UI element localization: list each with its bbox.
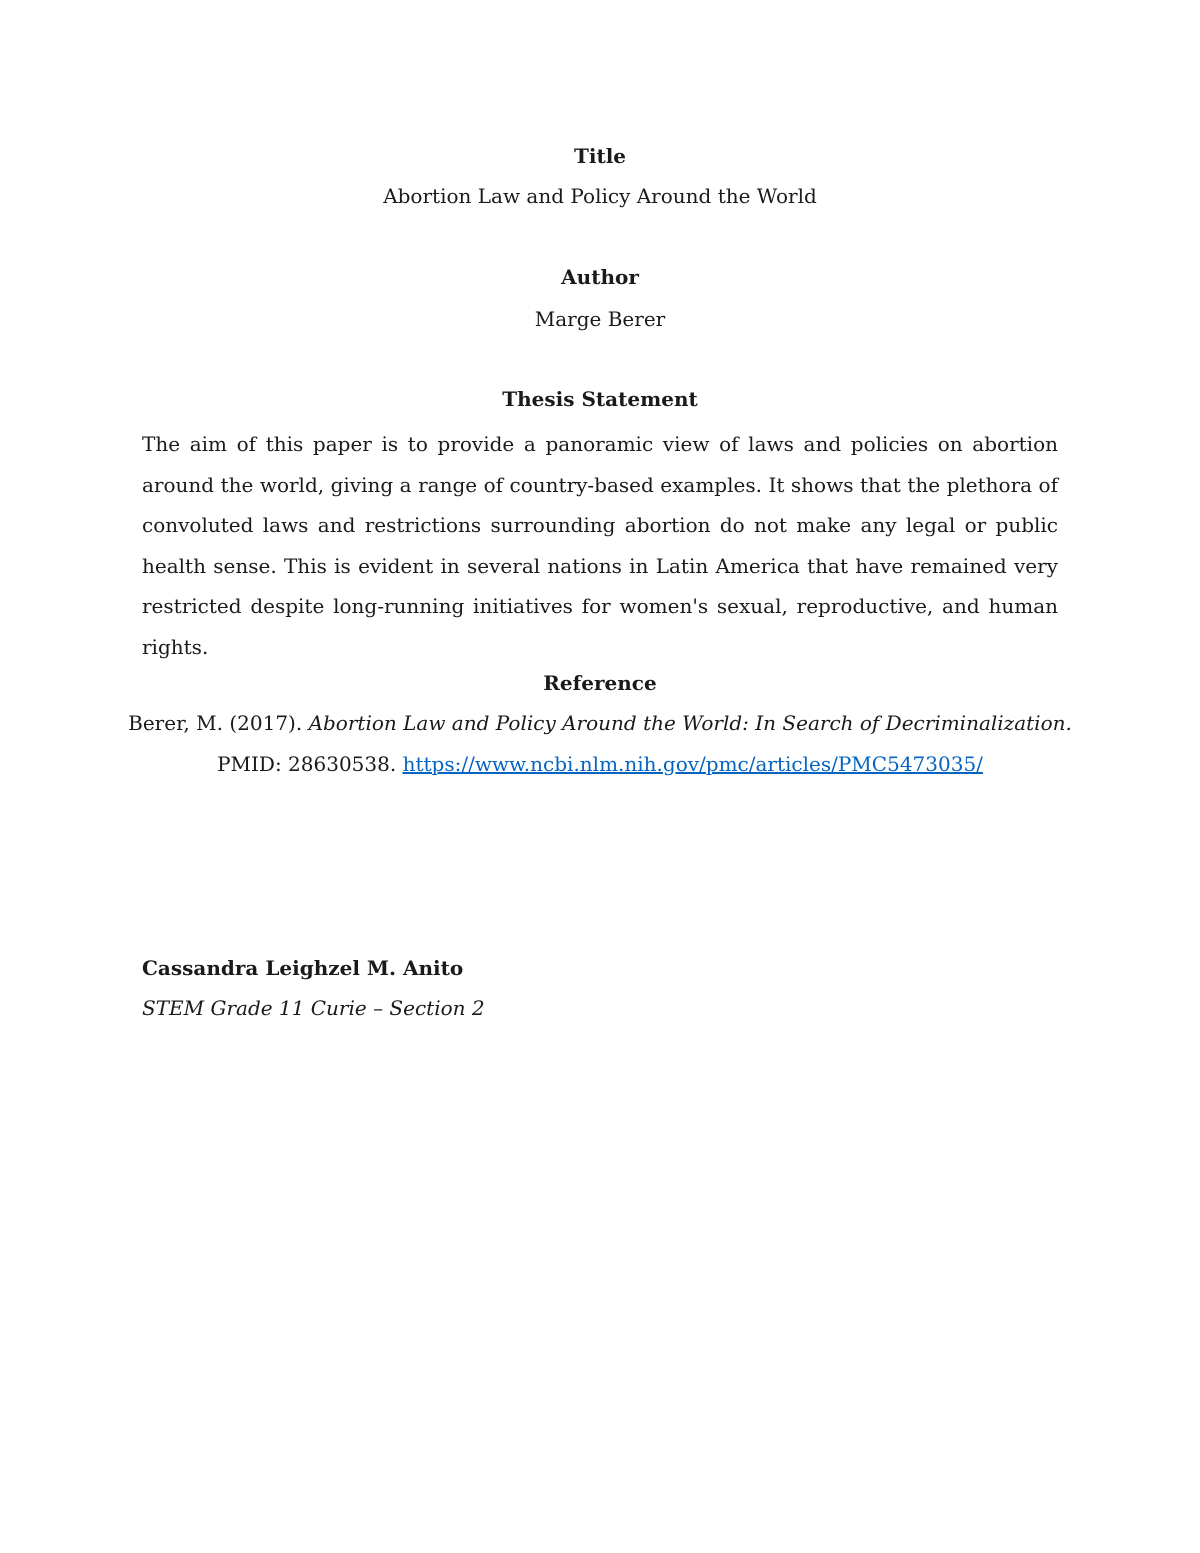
thesis-heading: Thesis Statement bbox=[502, 387, 698, 411]
citation-link[interactable]: https://www.ncbi.nlm.nih.gov/pmc/articles/PMC5473035/ bbox=[402, 752, 983, 776]
reference-source-line bbox=[0, 750, 1200, 778]
reference-heading: Reference bbox=[543, 671, 657, 695]
citation-author: Berer, M. (2017). bbox=[128, 711, 303, 735]
citation-title: Abortion Law and Policy Around the World: In Search of Decriminalization. bbox=[308, 711, 1072, 735]
student-section: STEM Grade 11 Curie – Section 2 bbox=[142, 996, 485, 1020]
author-heading: Author bbox=[561, 265, 639, 289]
title-heading: Title bbox=[573, 144, 627, 168]
author-name: Marge Berer bbox=[534, 307, 666, 331]
paper-title: Abortion Law and Policy Around the World bbox=[383, 184, 817, 208]
thesis-body: The aim of this paper is to provide a panoramic view of laws and policies on abortion around the world, giving a range of country-based examples. It shows that the plethora of convoluted laws and restrictions surrounding abortion do not make any legal or public health sense. This is evident in several nations in Latin America that have remained very restricted despite long-running initiatives for women's sexual, reproductive, and human rights. bbox=[142, 432, 1058, 659]
citation-pmid: PMID: 28630538. bbox=[217, 752, 397, 776]
student-name: Cassandra Leighzel M. Anito bbox=[142, 956, 464, 980]
reference-citation-line bbox=[0, 709, 1200, 737]
